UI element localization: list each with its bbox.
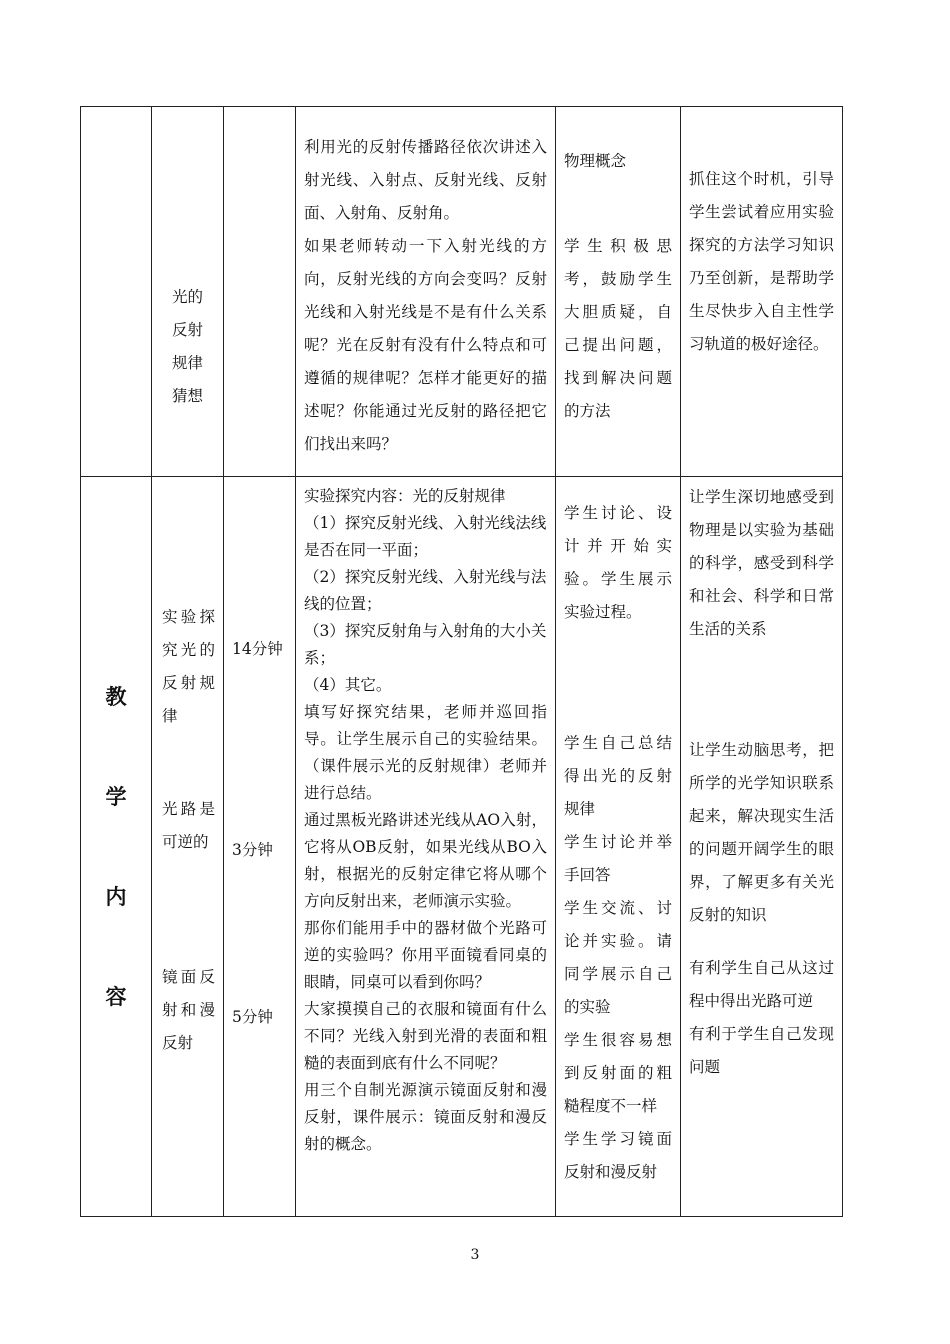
page-number: 3 (470, 1247, 480, 1263)
topic-text: 镜面反射和漫反射 (162, 968, 215, 1052)
content-line: （1）探究反射光线、入射光线法线是否在同一平面； (304, 514, 547, 559)
topic-line: 规律 (172, 354, 204, 372)
design-intent-cell (681, 107, 843, 477)
content-line: （3）探究反射角与入射角的大小关系； (304, 622, 547, 667)
student-activity-cell (556, 107, 681, 477)
topic-text: 实验探究光的反射规律 (162, 608, 215, 725)
topic-line: 反射 (172, 321, 204, 339)
design-intent-cell (681, 477, 843, 1217)
content-line: 那你们能用手中的器材做个光路可逆的实验吗？你用平面镜看同桌的眼睛，同桌可以看到你吗？ (304, 919, 547, 991)
intent-text: 让学生动脑思考，把所学的光学知识联系起来，解决现实生活的问题开阔学生的眼界，了解更多有关光反射的知识 (689, 741, 834, 924)
content-line: 填写好探究结果，老师并巡回指导。让学生展示自己的实验结果。（课件展示光的反射规律）老师并进行总结。 (304, 703, 547, 802)
section-char: 学 (105, 785, 127, 809)
activity-text: 学生讨论并举手回答 (564, 833, 672, 884)
time-cell (224, 477, 296, 1217)
intent-text: 有利于学生自己发现问题 (689, 1025, 834, 1076)
content-line: 大家摸摸自己的衣服和镜面有什么不同？光线入射到光滑的表面和粗糙的表面到底有什么不同呢？ (304, 1000, 547, 1072)
activity-text: 学生交流、讨论并实验。请同学展示自己的实验 (564, 899, 672, 1016)
content-paragraph: 如果老师转动一下入射光线的方向，反射光线的方向会变吗？反射光线和入射光线是不是有什么关系呢？光在反射有没有什么特点和可遵循的规律呢？怎样才能更好的描述呢？你能通过光反射的路径把它们找出来吗？ (304, 237, 547, 453)
content-cell (296, 477, 556, 1217)
activity-text: 学生学习镜面反射和漫反射 (564, 1130, 672, 1181)
content-line: （2）探究反射光线、入射光线与法线的位置； (304, 568, 547, 613)
activity-text: 学生很容易想到反射面的粗糙程度不一样 (564, 1031, 672, 1115)
content-line: 通过黑板光路讲述光线从AO入射，它将从OB反射，如果光线从BO入射，根据光的反射定律它将从哪个方向反射出来，老师演示实验。 (304, 811, 547, 910)
intent-text: 让学生深切地感受到物理是以实验为基础的科学，感受到科学和社会、科学和日常生活的关系 (689, 488, 834, 638)
content-cell (296, 107, 556, 477)
content-line: （4）其它。 (304, 676, 392, 694)
activity-text: 物理概念 (564, 152, 627, 170)
topic-cell (152, 477, 224, 1217)
student-activity-cell (556, 477, 681, 1217)
intent-text: 抓住这个时机，引导学生尝试着应用实验探究的方法学习知识乃至创新，是帮助学生尽快步入自主性学习轨道的极好途径。 (689, 170, 834, 353)
time-cell (224, 107, 296, 477)
time-text: 5分钟 (232, 1008, 273, 1026)
content-line: 实验探究内容：光的反射规律 (304, 487, 506, 505)
activity-text: 学生讨论、设计并开始实验。学生展示实验过程。 (564, 504, 672, 621)
topic-line: 光的 (172, 288, 204, 306)
section-label-cell (81, 477, 152, 1217)
content-paragraph: 利用光的反射传播路径依次讲述入射光线、入射点、反射光线、反射面、入射角、反射角。 (304, 138, 547, 222)
activity-text: 学生自己总结得出光的反射规律 (564, 734, 672, 818)
section-char: 容 (105, 985, 127, 1009)
section-char: 内 (105, 885, 127, 909)
topic-cell (152, 107, 224, 477)
content-line: 用三个自制光源演示镜面反射和漫反射，课件展示：镜面反射和漫反射的概念。 (304, 1081, 547, 1153)
topic-text: 光路是可逆的 (162, 800, 215, 851)
table-row (81, 107, 843, 477)
time-text: 3分钟 (232, 841, 273, 859)
topic-line: 猜想 (172, 387, 204, 405)
section-cell (81, 107, 152, 477)
time-text: 14分钟 (232, 640, 283, 658)
section-char: 教 (105, 685, 127, 709)
intent-text: 有利学生自己从这过程中得出光路可逆 (689, 959, 834, 1010)
activity-text: 学生积极思考，鼓励学生大胆质疑，自己提出问题，找到解决问题的方法 (564, 237, 672, 420)
lesson-plan-table (80, 106, 843, 1217)
table-row (81, 477, 843, 1217)
